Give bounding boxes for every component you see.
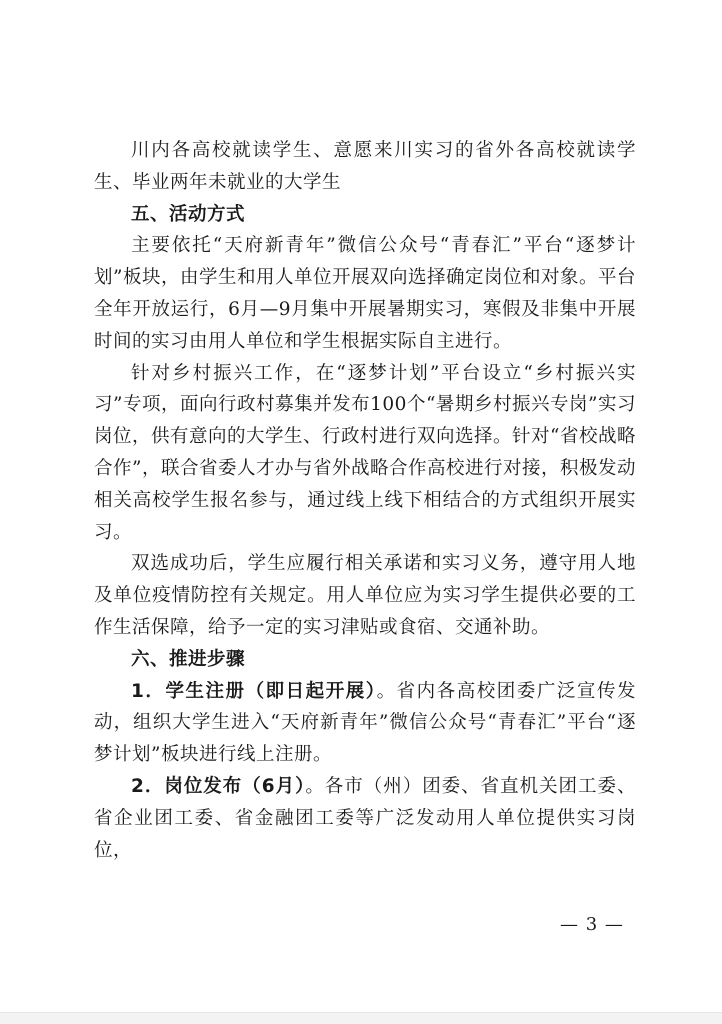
step-one-paragraph bbox=[94, 676, 636, 771]
step-one-title: 1．学生注册（即日起开展） bbox=[131, 680, 377, 702]
section-five-paragraph-3: 双选成功后，学生应履行相关承诺和实习义务，遵守用人地及单位疫情防控有关规定。用人单位应为实习学生提供必要的工作生活保障，给予一定的实习津贴或食宿、交通补助。 bbox=[94, 553, 636, 638]
page-number: — 3 — bbox=[560, 914, 624, 935]
document-body bbox=[94, 135, 636, 866]
step-two-paragraph bbox=[94, 771, 636, 866]
section-five-heading: 五、活动方式 bbox=[131, 203, 246, 225]
section-six-heading: 六、推进步骤 bbox=[131, 648, 246, 670]
page-bottom-edge bbox=[0, 1012, 722, 1024]
section-five-paragraph-2: 针对乡村振兴工作，在“逐梦计划”平台设立“乡村振兴实习”专项，面向行政村募集并发布100个“暑期乡村振兴专岗”实习岗位，供有意向的大学生、行政村进行双向选择。针对“省校战略合作”，联合省委人才办与省外战略合作高校进行对接，积极发动相关高校学生报名参与，通过线上线下相结合的方式组织开展实习。 bbox=[94, 362, 636, 543]
step-two-text: 。各市（州）团委、省直机关团工委、省企业团工委、省金融团工委等广泛发动用人单位提供实习岗位， bbox=[94, 775, 636, 861]
continuation-paragraph: 川内各高校就读学生、意愿来川实习的省外各高校就读学生、毕业两年未就业的大学生 bbox=[94, 140, 636, 193]
step-two-title: 2．岗位发布（6月） bbox=[131, 775, 306, 797]
section-five-paragraph-1: 主要依托“天府新青年”微信公众号“青春汇”平台“逐梦计划”板块，由学生和用人单位开展双向选择确定岗位和对象。平台全年开放运行，6月—9月集中开展暑期实习，寒假及非集中开展时间的实习由用人单位和学生根据实际自主进行。 bbox=[94, 235, 636, 352]
step-one-text: 。省内各高校团委广泛宣传发动，组织大学生进入“天府新青年”微信公众号“青春汇”平台“逐梦计划”板块进行线上注册。 bbox=[94, 680, 636, 766]
